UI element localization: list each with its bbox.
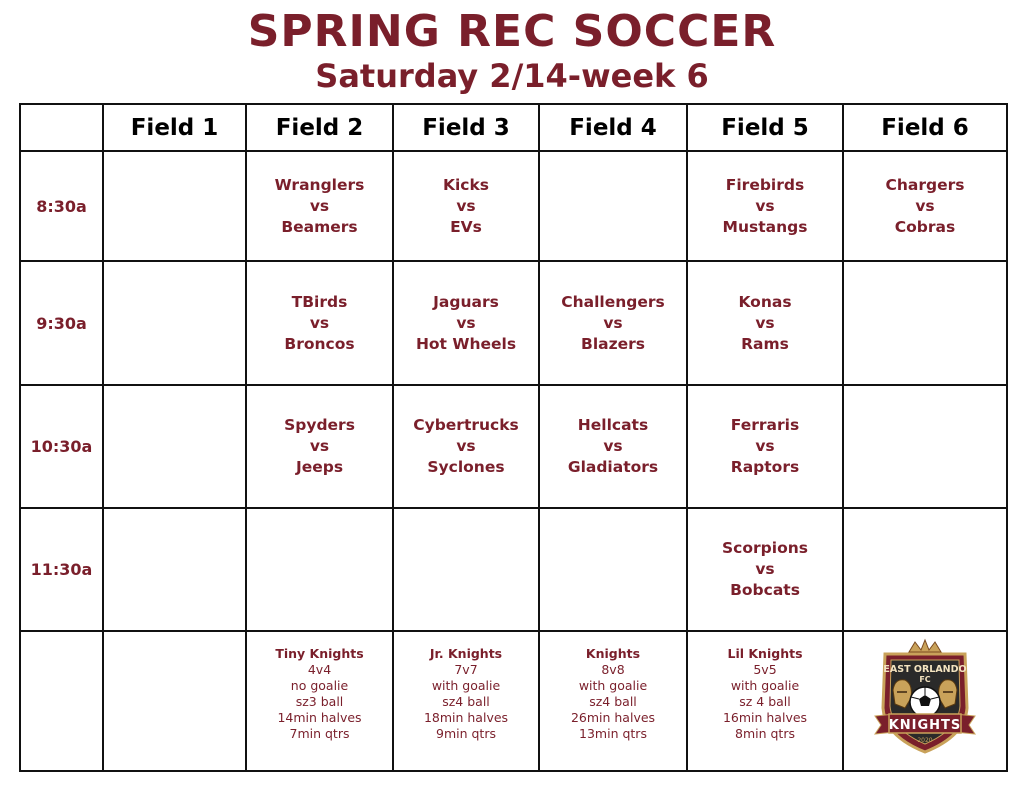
logo-text-fc: FC (919, 675, 931, 684)
vs-label: vs (755, 313, 775, 332)
empty-cell (843, 261, 1007, 385)
game-cell (687, 261, 843, 385)
division-name: Knights (585, 646, 641, 661)
vs-label: vs (755, 437, 775, 455)
time-row (20, 151, 1007, 261)
game-cell (539, 385, 687, 508)
division-line: 8min qtrs (735, 726, 795, 741)
vs-label: vs (309, 196, 330, 215)
time-label: 9:30a (20, 261, 103, 385)
division-line: 5v5 (753, 662, 777, 677)
home-team: Jaguars (433, 292, 499, 311)
page-subtitle: Saturday 2/14-week 6 (315, 57, 709, 95)
home-team: Spyders (284, 416, 355, 434)
time-label: 11:30a (20, 508, 103, 631)
home-team: Chargers (885, 175, 965, 194)
division-line: 16min halves (722, 710, 808, 725)
game-cell (539, 261, 687, 385)
time-label: 10:30a (20, 385, 103, 508)
home-team: Wranglers (274, 175, 365, 194)
division-line: sz 4 ball (739, 694, 791, 709)
time-label: 8:30a (20, 151, 103, 261)
away-team: Beamers (281, 217, 358, 236)
time-row (20, 261, 1007, 385)
division-line: 14min halves (277, 710, 362, 725)
division-line: 13min qtrs (579, 726, 647, 741)
vs-label: vs (456, 437, 476, 455)
away-team: EVs (450, 217, 482, 236)
corner-cell (20, 104, 103, 151)
logo-cell (843, 631, 1007, 771)
empty-cell (103, 385, 246, 508)
home-team: Scorpions (722, 539, 808, 557)
game-cell (687, 508, 843, 631)
field-header: Field 6 (843, 104, 1007, 151)
vs-label: vs (309, 437, 330, 455)
division-line: with goalie (730, 678, 800, 693)
vs-label: vs (755, 560, 775, 578)
division-line: 18min halves (423, 710, 509, 725)
logo-year: 2020 (917, 737, 933, 744)
vs-label: vs (755, 196, 775, 215)
away-team: Mustangs (722, 217, 808, 236)
away-team: Gladiators (567, 458, 659, 476)
away-team: Raptors (730, 458, 800, 476)
empty-cell (539, 508, 687, 631)
division-row (20, 631, 1007, 771)
away-team: Broncos (284, 334, 355, 353)
division-line: with goalie (578, 678, 648, 693)
away-team: Jeeps (295, 458, 344, 476)
division-line: no goalie (290, 678, 349, 693)
vs-label: vs (309, 313, 330, 332)
division-info (539, 631, 687, 771)
home-team: TBirds (291, 292, 348, 311)
time-row (20, 508, 1007, 631)
empty-cell (843, 385, 1007, 508)
vs-label: vs (456, 313, 476, 332)
division-name: Tiny Knights (275, 646, 364, 661)
empty-cell (843, 508, 1007, 631)
empty-cell (393, 508, 539, 631)
game-cell (393, 385, 539, 508)
division-line: 7v7 (454, 662, 478, 677)
empty-cell (103, 261, 246, 385)
division-line: 4v4 (307, 662, 332, 677)
empty-cell (103, 508, 246, 631)
game-cell (393, 261, 539, 385)
field-header: Field 4 (539, 104, 687, 151)
division-info (393, 631, 539, 771)
division-line: 26min halves (570, 710, 656, 725)
away-team: Hot Wheels (415, 334, 517, 353)
division-info (687, 631, 843, 771)
away-team: Syclones (427, 458, 505, 476)
division-name: Jr. Knights (429, 646, 503, 661)
empty-cell (20, 631, 103, 771)
empty-cell (246, 508, 393, 631)
game-cell (246, 385, 393, 508)
division-line: with goalie (431, 678, 501, 693)
division-line: sz3 ball (295, 694, 344, 709)
time-row (20, 385, 1007, 508)
division-info (246, 631, 393, 771)
field-header: Field 2 (246, 104, 393, 151)
game-cell (393, 151, 539, 261)
away-team: Cobras (894, 217, 956, 236)
page-title: SPRING REC SOCCER (247, 6, 777, 57)
home-team: Konas (738, 292, 792, 311)
empty-cell (539, 151, 687, 261)
division-line: 8v8 (601, 662, 625, 677)
away-team: Rams (741, 334, 789, 353)
vs-label: vs (456, 196, 476, 215)
home-team: Firebirds (725, 175, 805, 194)
division-line: sz4 ball (442, 694, 490, 709)
field-header: Field 1 (103, 104, 246, 151)
home-team: Hellcats (577, 416, 649, 434)
logo-text-banner: KNIGHTS (888, 718, 962, 733)
knights-logo (865, 638, 985, 760)
vs-label: vs (603, 437, 623, 455)
game-cell (246, 261, 393, 385)
division-line: 9min qtrs (436, 726, 496, 741)
schedule-table (19, 103, 1008, 772)
away-team: Bobcats (730, 581, 800, 599)
home-team: Ferraris (730, 416, 800, 434)
empty-cell (103, 631, 246, 771)
field-header: Field 3 (393, 104, 539, 151)
game-cell (843, 151, 1007, 261)
home-team: Cybertrucks (413, 416, 519, 434)
header-row (20, 104, 1007, 151)
logo-text-top: EAST ORLANDO (883, 664, 967, 675)
division-name: Lil Knights (727, 646, 803, 661)
vs-label: vs (915, 196, 935, 215)
game-cell (246, 151, 393, 261)
game-cell (687, 385, 843, 508)
empty-cell (103, 151, 246, 261)
home-team: Kicks (442, 175, 490, 194)
division-line: sz4 ball (589, 694, 637, 709)
field-header: Field 5 (687, 104, 843, 151)
vs-label: vs (603, 313, 623, 332)
home-team: Challengers (561, 292, 665, 311)
division-line: 7min qtrs (289, 726, 350, 741)
game-cell (687, 151, 843, 261)
away-team: Blazers (581, 334, 645, 353)
